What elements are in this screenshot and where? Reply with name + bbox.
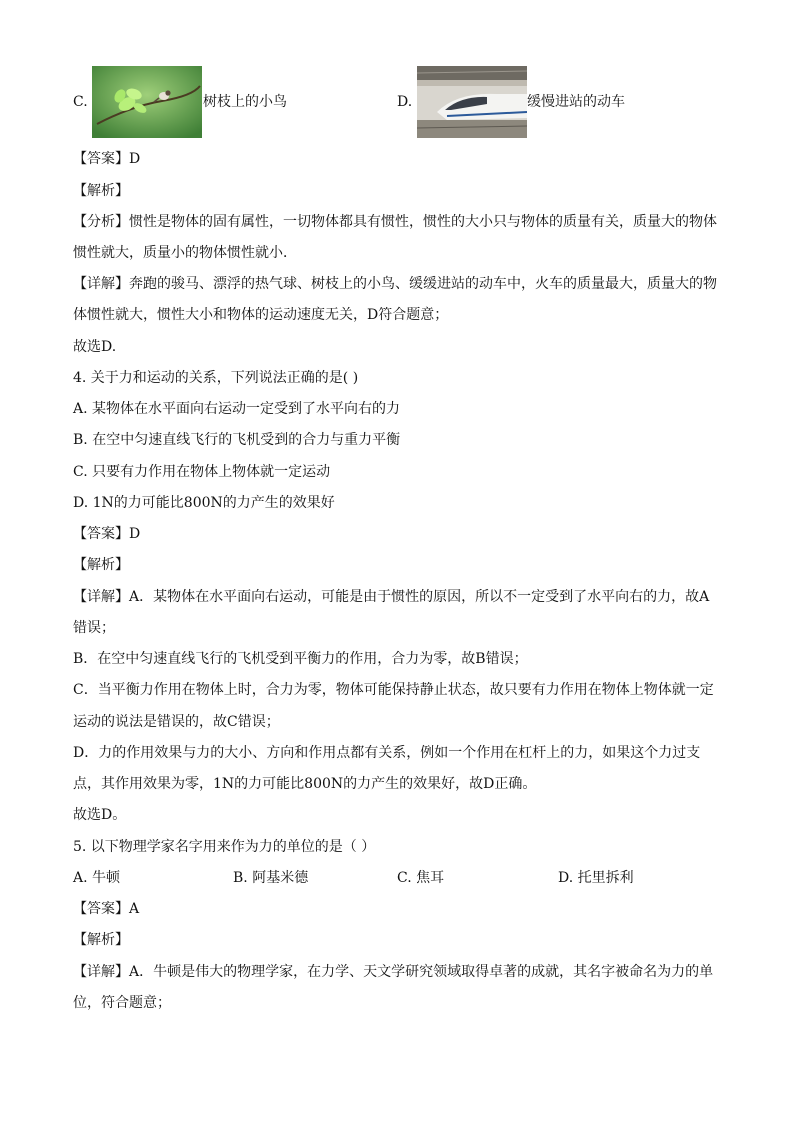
- q3-xiangjie-line-2: 体惯性就大，惯性大小和物体的运动速度无关，D符合题意；: [73, 307, 449, 323]
- q4-detail-line-6: D．力的作用效果与力的大小、方向和作用点都有关系，例如一个作用在杠杆上的力，如果这个力过支: [73, 745, 701, 761]
- q3-fenxi-line-2: 惯性就大，质量小的物体惯性就小．: [73, 245, 297, 261]
- q5-answer: 【答案】A: [73, 901, 140, 917]
- q4-detail-line-1: 【详解】A．某物体在水平面向右运动，可能是由于惯性的原因，所以不一定受到了水平向右的力，故A: [73, 589, 710, 605]
- q3-conclusion: 故选D.: [73, 339, 117, 355]
- option-c-text: 树枝上的小鸟: [203, 94, 287, 110]
- q4-detail-line-2: 错误；: [73, 620, 115, 636]
- bird-on-branch-photo: [92, 66, 202, 138]
- q4-detail-line-7: 点，其作用效果为零，1N的力可能比800N的力产生的效果好，故D正确。: [73, 776, 537, 792]
- high-speed-train-photo: [417, 66, 527, 138]
- q5-analysis-heading: 【解析】: [73, 932, 129, 948]
- q3-analysis-heading: 【解析】: [73, 183, 129, 199]
- q5-detail-line-2: 位，符合题意；: [73, 995, 171, 1011]
- q3-answer: 【答案】D: [73, 151, 141, 167]
- q3-analysis-heading-text: 解析: [87, 183, 115, 199]
- option-d-letter: D.: [397, 94, 413, 110]
- q4-option-d: D. 1N的力可能比800N的力产生的效果好: [73, 495, 335, 511]
- q5-option-c: C. 焦耳: [397, 870, 445, 886]
- q5-stem: 5. 以下物理学家名字用来作为力的单位的是（ ）: [73, 839, 376, 855]
- q4-conclusion: 故选D。: [73, 807, 127, 823]
- q4-detail-line-5: 运动的说法是错误的，故C错误；: [73, 714, 280, 730]
- option-d-text: 缓慢进站的动车: [527, 94, 625, 110]
- q3-xiangjie-line-1: 【详解】奔跑的骏马、漂浮的热气球、树枝上的小鸟、缓缓进站的动车中，火车的质量最大，质量大的物: [73, 276, 717, 292]
- q4-detail-line-4: C．当平衡力作用在物体上时，合力为零，物体可能保持静止状态，故只要有力作用在物体上物体就一定: [73, 682, 714, 698]
- q4-detail-line-3: B．在空中匀速直线飞行的飞机受到平衡力的作用，合力为零，故B错误；: [73, 651, 528, 667]
- q5-option-d: D. 托里拆利: [558, 870, 634, 886]
- q4-analysis-heading: 【解析】: [73, 557, 129, 573]
- q4-answer: 【答案】D: [73, 526, 141, 542]
- q4-option-c: C. 只要有力作用在物体上物体就一定运动: [73, 464, 331, 480]
- option-c-letter: C.: [73, 94, 88, 110]
- q5-detail-line-1: 【详解】A．牛顿是伟大的物理学家，在力学、天文学研究领域取得卓著的成就，其名字被命名为力的单: [73, 964, 714, 980]
- q4-option-a: A. 某物体在水平面向右运动一定受到了水平向右的力: [73, 401, 401, 417]
- q3-fenxi-line-1: 【分析】惯性是物体的固有属性，一切物体都具有惯性，惯性的大小只与物体的质量有关，质量大的物体: [73, 214, 717, 230]
- q5-option-b: B. 阿基米德: [233, 870, 309, 886]
- q4-option-b: B. 在空中匀速直线飞行的飞机受到的合力与重力平衡: [73, 432, 401, 448]
- q4-stem: 4. 关于力和运动的关系，下列说法正确的是( ): [73, 370, 359, 386]
- q5-option-a: A. 牛顿: [73, 870, 121, 886]
